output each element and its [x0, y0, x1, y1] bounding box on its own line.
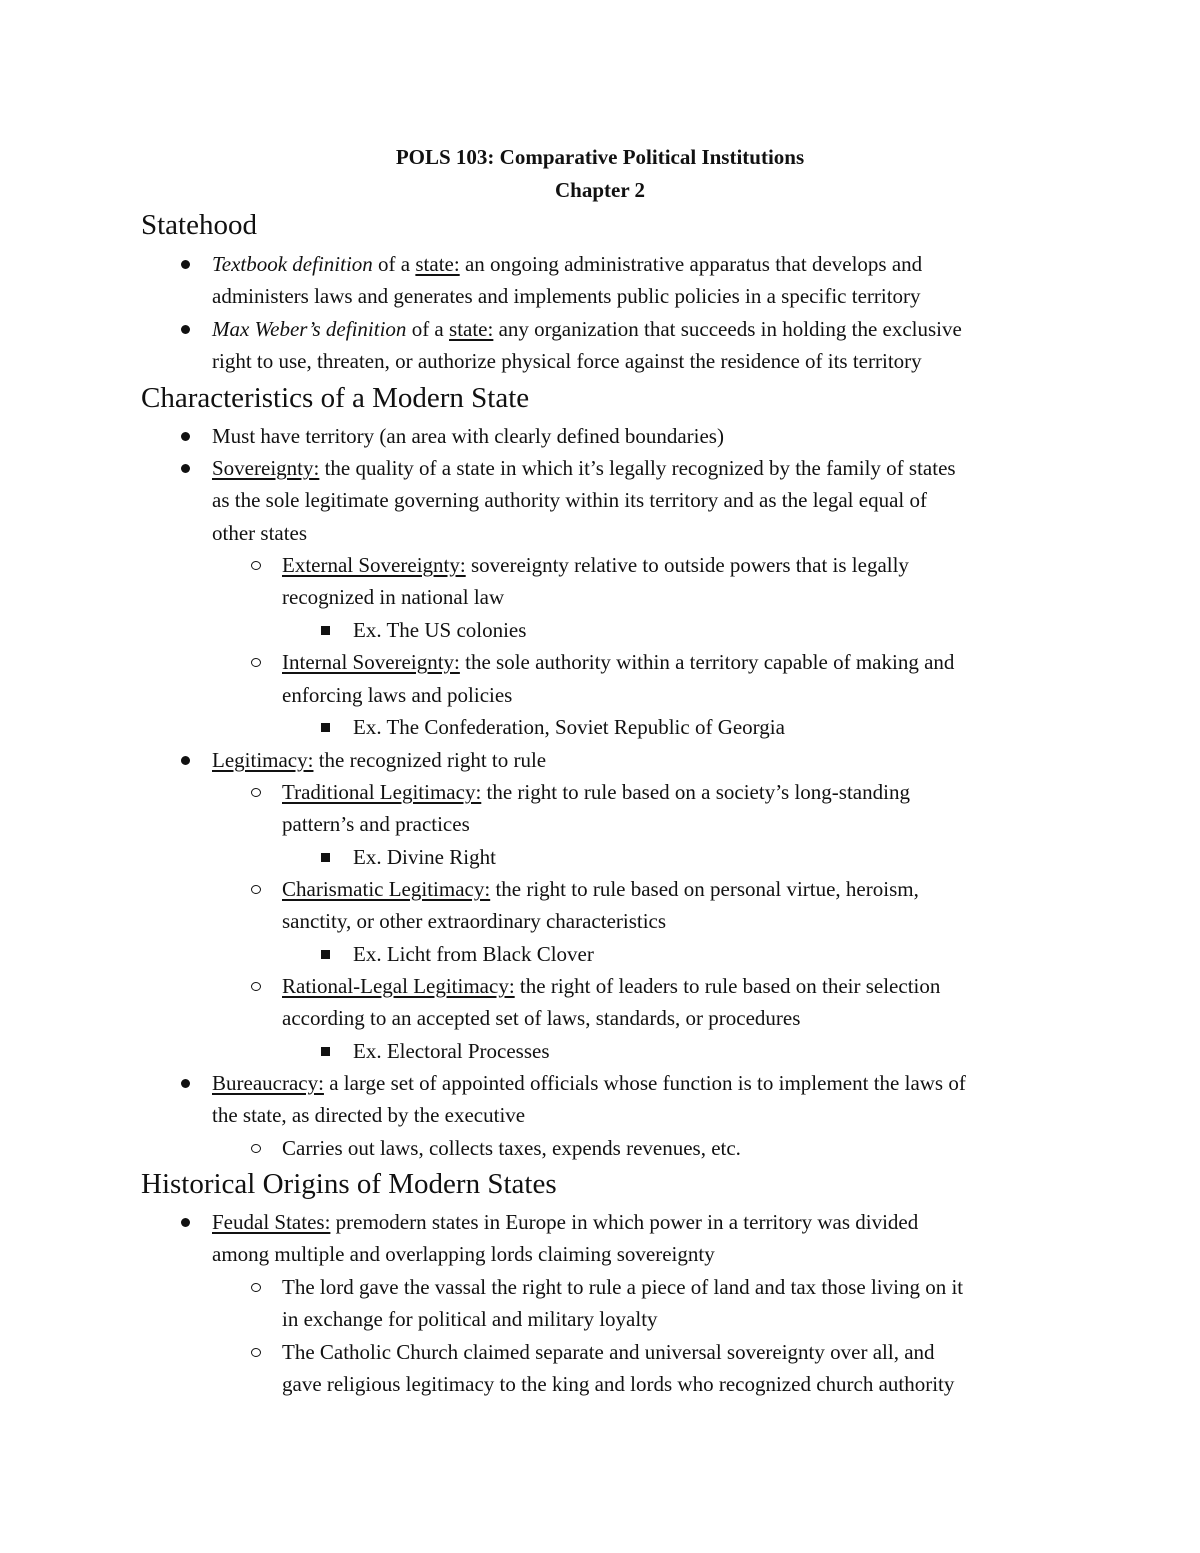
example-item: Ex. Divine Right	[353, 841, 496, 874]
bullet-icon	[181, 1079, 190, 1088]
list-item-continuation: among multiple and overlapping lords claiming sovereignty	[212, 1242, 715, 1266]
circle-bullet-icon	[251, 561, 261, 570]
section-heading-characteristics: Characteristics of a Modern State	[141, 382, 530, 414]
section-heading-historical-origins: Historical Origins of Modern States	[141, 1168, 557, 1200]
sub-list-item: Traditional Legitimacy: the right to rule based on a society’s long-standing	[282, 776, 910, 809]
list-item-continuation: administers laws and generates and implements public policies in a specific territory	[212, 284, 921, 308]
list-item-continuation: the state, as directed by the executive	[212, 1103, 526, 1127]
list-item-continuation: right to use, threaten, or authorize physical force against the residence of its territory	[212, 349, 922, 373]
bullet-icon	[181, 464, 190, 473]
chapter-title: Chapter 2	[554, 178, 646, 202]
bullet-icon	[181, 325, 190, 334]
list-item: Feudal States: premodern states in Europe in which power in a territory was divided	[212, 1206, 918, 1239]
list-item-continuation: as the sole legitimate governing authority within its territory and as the legal equal of	[212, 488, 927, 512]
sub-list-item-continuation: pattern’s and practices	[282, 812, 470, 836]
square-bullet-icon	[321, 1047, 330, 1056]
list-item: Max Weber’s definition of a state: any organization that succeeds in holding the exclusive	[212, 313, 962, 346]
list-item: Bureaucracy: a large set of appointed officials whose function is to implement the laws of	[212, 1067, 966, 1100]
circle-bullet-icon	[251, 788, 261, 797]
sub-list-item: The Catholic Church claimed separate and universal sovereignty over all, and	[282, 1336, 935, 1369]
sub-list-item: Rational-Legal Legitimacy: the right of leaders to rule based on their selection	[282, 970, 940, 1003]
circle-bullet-icon	[251, 1144, 261, 1153]
list-item: Textbook definition of a state: an ongoing administrative apparatus that develops and	[212, 248, 922, 281]
square-bullet-icon	[321, 626, 330, 635]
list-item-continuation: other states	[212, 521, 308, 545]
course-title: POLS 103: Comparative Political Institutions	[395, 145, 805, 169]
bullet-icon	[181, 1218, 190, 1227]
list-item: Legitimacy: the recognized right to rule	[212, 744, 546, 777]
square-bullet-icon	[321, 723, 330, 732]
circle-bullet-icon	[251, 1283, 261, 1292]
bullet-icon	[181, 756, 190, 765]
sub-list-item: The lord gave the vassal the right to rule a piece of land and tax those living on it	[282, 1271, 963, 1304]
sub-list-item: Internal Sovereignty: the sole authority within a territory capable of making and	[282, 646, 954, 679]
sub-list-item-continuation: sanctity, or other extraordinary characteristics	[282, 909, 667, 933]
sub-list-item: Charismatic Legitimacy: the right to rule based on personal virtue, heroism,	[282, 873, 919, 906]
sub-list-item: External Sovereignty: sovereignty relative to outside powers that is legally	[282, 549, 909, 582]
sub-list-item-continuation: enforcing laws and policies	[282, 683, 513, 707]
circle-bullet-icon	[251, 885, 261, 894]
example-item: Ex. The Confederation, Soviet Republic of Georgia	[353, 711, 785, 744]
list-item: Sovereignty: the quality of a state in which it’s legally recognized by the family of states	[212, 452, 956, 485]
circle-bullet-icon	[251, 1348, 261, 1357]
example-item: Ex. The US colonies	[353, 614, 526, 647]
sub-list-item-continuation: according to an accepted set of laws, standards, or procedures	[282, 1006, 801, 1030]
bullet-icon	[181, 260, 190, 269]
section-heading-statehood: Statehood	[141, 209, 257, 241]
sub-list-item-continuation: in exchange for political and military loyalty	[282, 1307, 658, 1331]
circle-bullet-icon	[251, 658, 261, 667]
bullet-icon	[181, 432, 190, 441]
list-item: Must have territory (an area with clearly defined boundaries)	[212, 420, 724, 453]
example-item: Ex. Licht from Black Clover	[353, 938, 594, 971]
sub-list-item-continuation: recognized in national law	[282, 585, 505, 609]
sub-list-item-continuation: gave religious legitimacy to the king and lords who recognized church authority	[282, 1372, 955, 1396]
square-bullet-icon	[321, 853, 330, 862]
example-item: Ex. Electoral Processes	[353, 1035, 550, 1068]
square-bullet-icon	[321, 950, 330, 959]
circle-bullet-icon	[251, 982, 261, 991]
sub-list-item: Carries out laws, collects taxes, expends revenues, etc.	[282, 1132, 741, 1165]
